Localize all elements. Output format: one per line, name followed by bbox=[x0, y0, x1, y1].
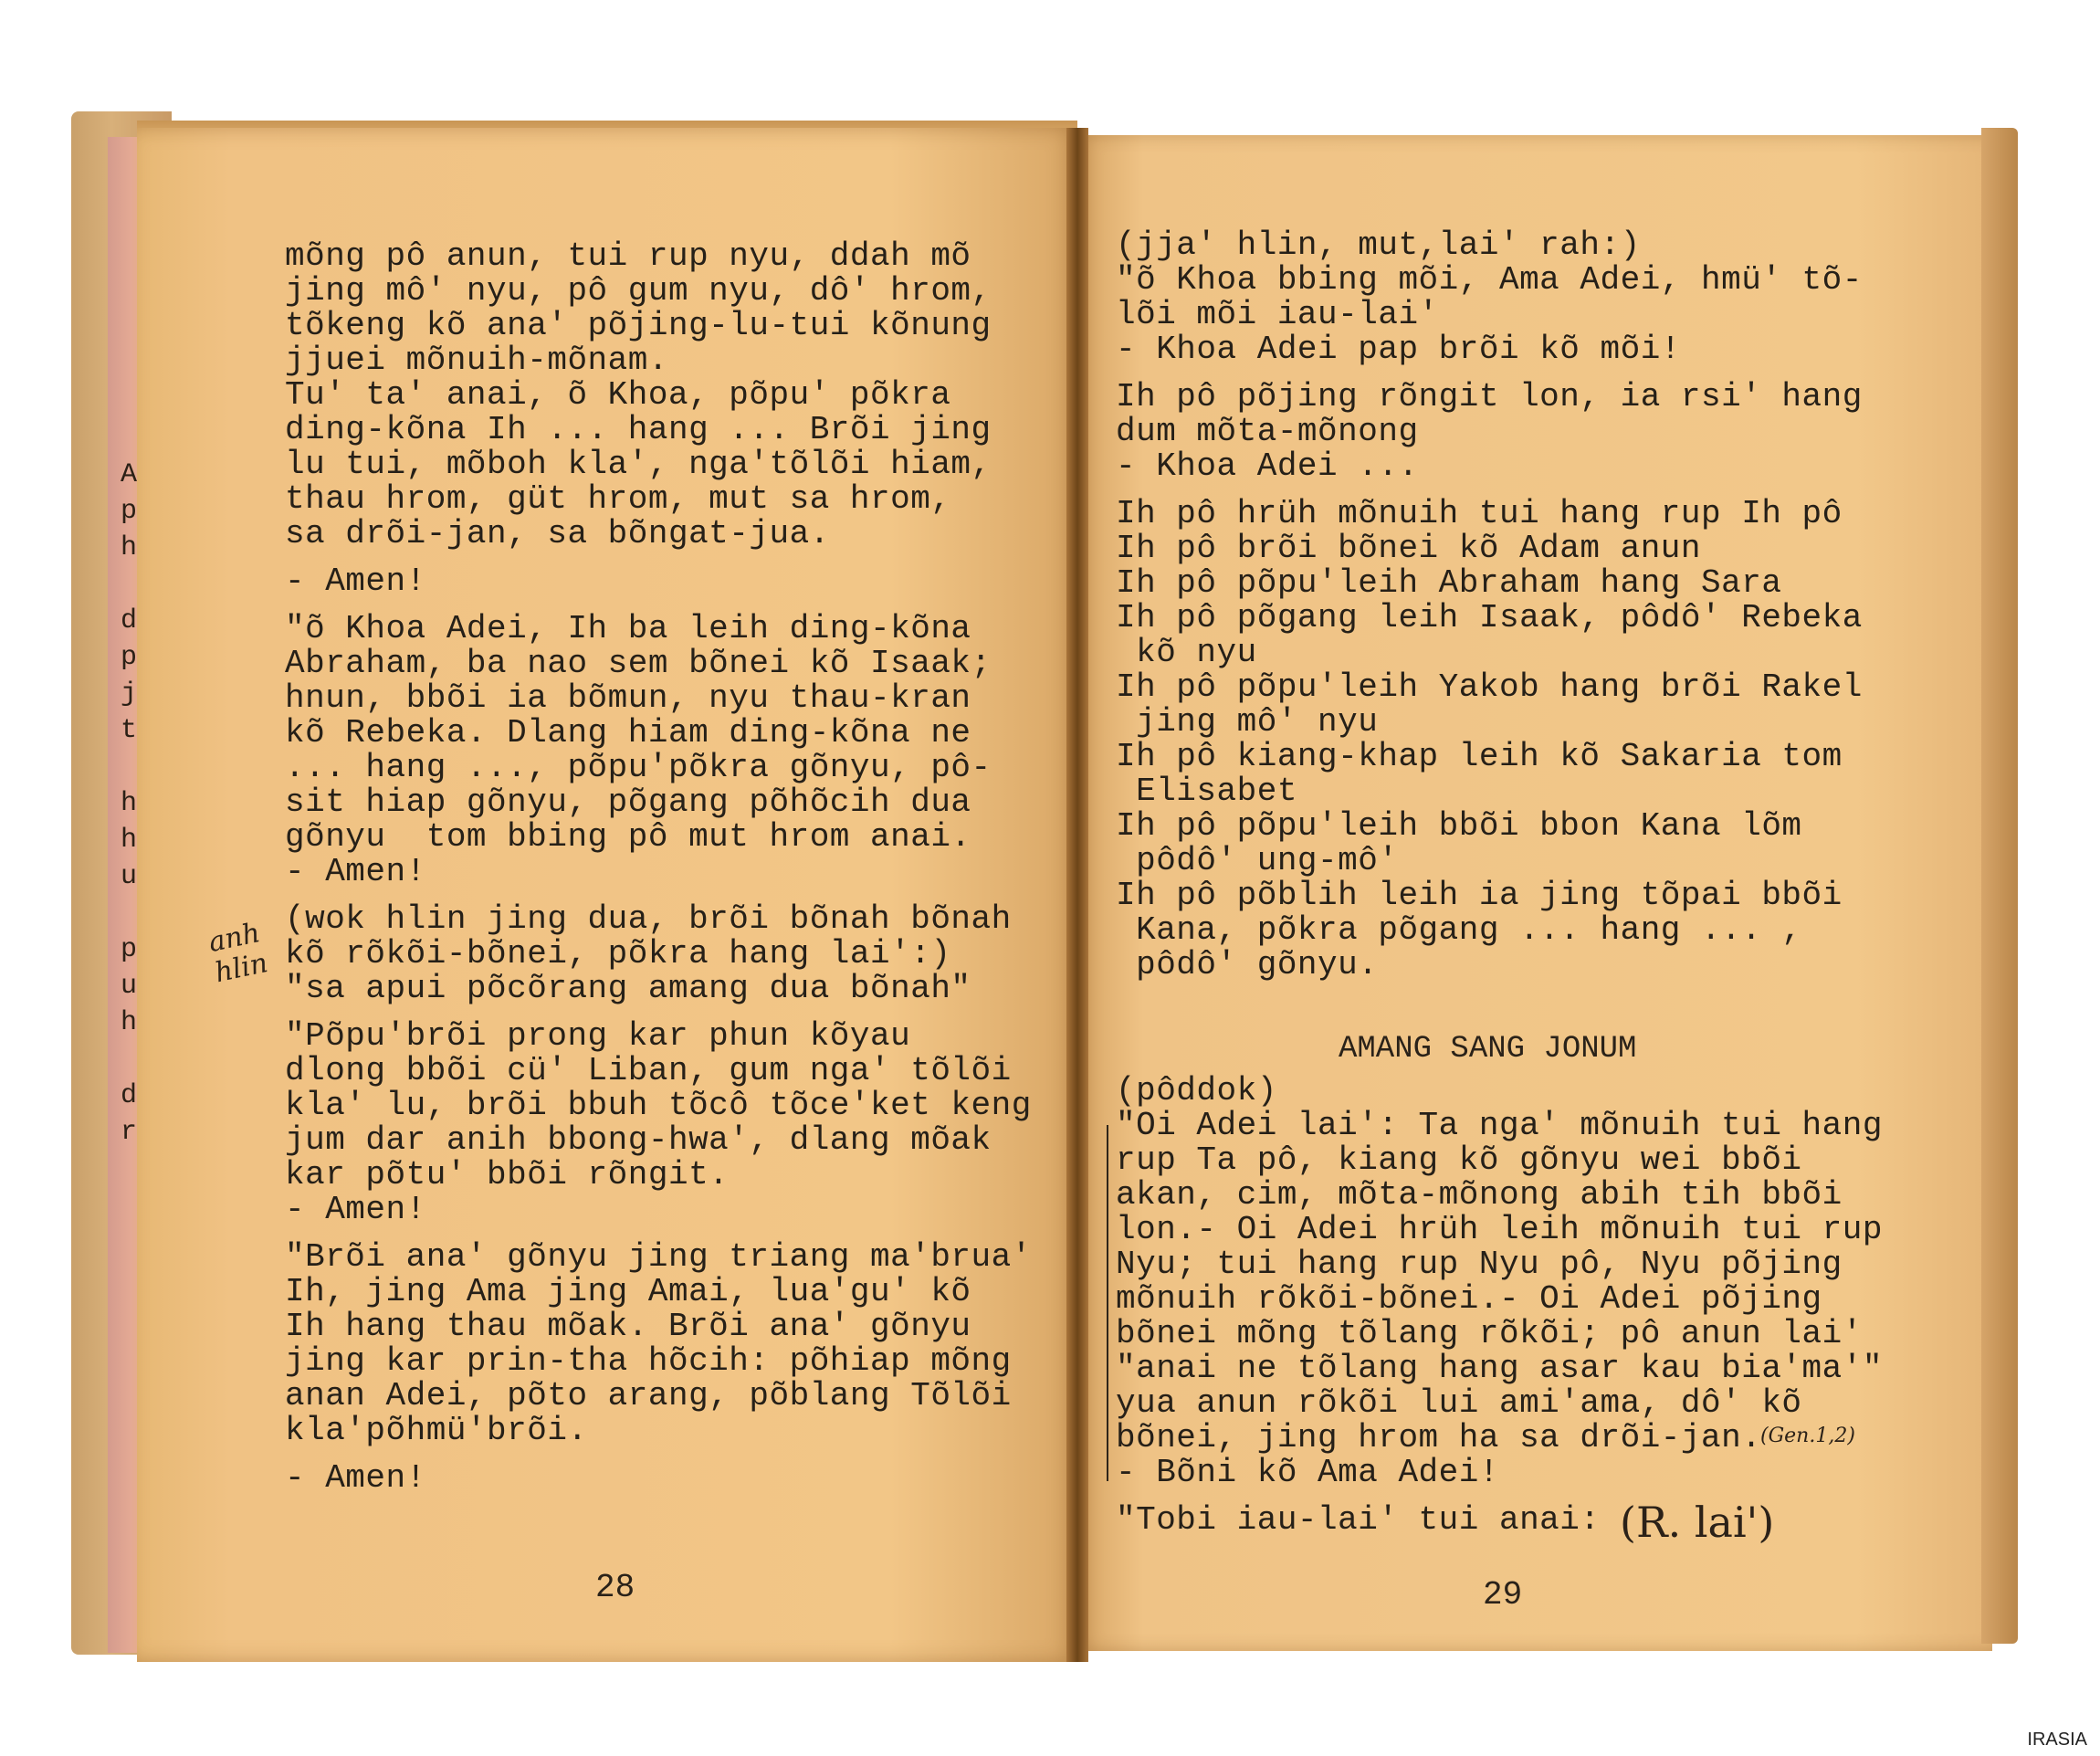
underlying-page-text: A p h d p j t h h u p u h d r bbox=[121, 459, 138, 1148]
text-line: Ih pô põpu'leih Yakob hang brõi Rakel bbox=[1116, 668, 1863, 706]
text-line: "õ Khoa bbing mõi, Ama Adei, hmü' tõ- bbox=[1116, 261, 1863, 299]
text-line: "Põpu'brõi prong kar phun kõyau bbox=[285, 1017, 911, 1055]
text-line: - Amen! bbox=[285, 1459, 426, 1497]
text-line: Ih pô põblih leih ia jing tõpai bbõi bbox=[1116, 877, 1843, 914]
text-line: kõ Rebeka. Dlang hiam ding-kõna ne bbox=[285, 714, 971, 752]
text-line: kõ nyu bbox=[1116, 634, 1257, 671]
text-line: Ih pô põgang leih Isaak, pôdô' Rebeka bbox=[1116, 599, 1863, 636]
text-line: yua anun rõkõi lui ami'ama, dô' kõ bbox=[1116, 1384, 1802, 1422]
text-line: lon.- Oi Adei hrüh leih mõnuih tui rup bbox=[1116, 1211, 1883, 1248]
text-line: bõnei, jing hrom ha sa drõi-jan. bbox=[1116, 1419, 1762, 1456]
book-gutter bbox=[1066, 128, 1088, 1662]
text-line: akan, cim, mõta-mõnong abih tih bbõi bbox=[1116, 1176, 1843, 1214]
text-line: Ih pô põpu'leih Abraham hang Sara bbox=[1116, 564, 1782, 602]
text-line: jum dar anih bbong-hwa', dlang mõak bbox=[285, 1121, 992, 1159]
text-line: Elisabet bbox=[1116, 773, 1297, 810]
text-line: Ih pô põpu'leih bbõi bbon Kana lõm bbox=[1116, 807, 1802, 845]
text-line: Ih hang thau mõak. Brõi ana' gõnyu bbox=[285, 1308, 971, 1345]
margin-handwriting: anh hlin bbox=[205, 917, 271, 990]
text-line: "Brõi ana' gõnyu jing triang ma'brua' bbox=[285, 1238, 1032, 1276]
right-page-number: 29 bbox=[1483, 1576, 1523, 1614]
text-line: - Bõni kõ Ama Adei! bbox=[1116, 1454, 1499, 1491]
text-line: tõkeng kõ ana' põjing-lu-tui kõnung bbox=[285, 307, 992, 344]
text-line: Ih pô brõi bõnei kõ Adam anun bbox=[1116, 530, 1702, 567]
reference-handwriting: (R. lai') bbox=[1620, 1498, 1775, 1547]
text-line: Ih pô hrüh mõnuih tui hang rup Ih pô bbox=[1116, 495, 1843, 532]
text-line: pôdô' ung-mô' bbox=[1116, 842, 1399, 879]
text-line: ... hang ..., põpu'põkra gõnyu, pô- bbox=[285, 749, 992, 786]
text-line: mõnuih rõkõi-bõnei.- Oi Adei põjing bbox=[1116, 1280, 1822, 1318]
text-line: (wok hlin jing dua, brõi bõnah bõnah bbox=[285, 900, 1012, 938]
text-line: ding-kõna Ih ... hang ... Brõi jing bbox=[285, 411, 992, 448]
text-line: (pôddok) bbox=[1116, 1072, 1277, 1109]
text-line: bõnei mõng tõlang rõkõi; pô anun lai' bbox=[1116, 1315, 1863, 1352]
text-line: - Amen! bbox=[285, 853, 426, 890]
text-line: Ih, jing Ama jing Amai, lua'gu' kõ bbox=[285, 1273, 971, 1310]
text-line: "Tobi iau-lai' tui anai: bbox=[1116, 1501, 1601, 1539]
text-line: gõnyu tom bbing pô mut hrom anai. bbox=[285, 818, 971, 856]
margin-bracket bbox=[1107, 1125, 1108, 1481]
text-line: "sa apui põcõrang amang dua bõnah" bbox=[285, 970, 971, 1007]
text-line: "õ Khoa Adei, Ih ba leih ding-kõna bbox=[285, 610, 971, 647]
right-page-edge bbox=[1981, 128, 2018, 1644]
text-line: - Khoa Adei pap brõi kõ mõi! bbox=[1116, 331, 1681, 368]
citation-handwriting: (Gen.1,2) bbox=[1760, 1425, 1855, 1447]
left-page-text bbox=[285, 239, 1032, 1496]
text-line: "Oi Adei lai': Ta nga' mõnuih tui hang bbox=[1116, 1107, 1883, 1144]
text-line: kla' lu, brõi bbuh tõcô tõce'ket keng bbox=[285, 1087, 1032, 1124]
text-line: lu tui, mõboh kla', nga'tõlõi hiam, bbox=[285, 446, 992, 483]
text-line: mõng pô anun, tui rup nyu, ddah mõ bbox=[285, 237, 971, 275]
text-line: lõi mõi iau-lai' bbox=[1116, 296, 1439, 333]
left-page-number: 28 bbox=[595, 1569, 635, 1606]
text-line: Kana, põkra põgang ... hang ... , bbox=[1116, 911, 1802, 949]
text-line: - Khoa Adei ... bbox=[1116, 447, 1419, 485]
right-page-text bbox=[1116, 228, 1863, 983]
text-line: jing kar prin-tha hõcih: põhiap mõng bbox=[285, 1342, 1012, 1380]
text-line: hnun, bbõi ia bõmun, nyu thau-kran bbox=[285, 679, 971, 717]
text-line: dlong bbõi cü' Liban, gum nga' tõlõi bbox=[285, 1052, 1012, 1089]
text-line: (jja' hlin, mut,lai' rah:) bbox=[1116, 226, 1641, 264]
watermark: IRASIA bbox=[2027, 1730, 2087, 1750]
text-line: kar põtu' bbõi rõngit. bbox=[285, 1156, 730, 1193]
text-line: sit hiap gõnyu, põgang põhõcih dua bbox=[285, 783, 971, 821]
text-line: sa drõi-jan, sa bõngat-jua. bbox=[285, 515, 830, 552]
text-line: Ih pô põjing rõngit lon, ia rsi' hang bbox=[1116, 378, 1863, 415]
text-line: Ih pô kiang-khap leih kõ Sakaria tom bbox=[1116, 738, 1843, 775]
text-line: jjuei mõnuih-mõnam. bbox=[285, 342, 668, 379]
text-line: jing mô' nyu, pô gum nyu, dô' hrom, bbox=[285, 272, 992, 310]
text-line: pôdô' gõnyu. bbox=[1116, 946, 1379, 983]
text-line: "anai ne tõlang hang asar kau bia'ma'" bbox=[1116, 1350, 1883, 1387]
text-line: rup Ta pô, kiang kõ gõnyu wei bbõi bbox=[1116, 1141, 1802, 1179]
section-text bbox=[1116, 1074, 1883, 1538]
text-line: - Amen! bbox=[285, 563, 426, 600]
text-line: Abraham, ba nao sem bõnei kõ Isaak; bbox=[285, 645, 992, 682]
text-line: Tu' ta' anai, õ Khoa, põpu' põkra bbox=[285, 376, 951, 414]
text-line: thau hrom, güt hrom, mut sa hrom, bbox=[285, 480, 951, 518]
text-line: dum mõta-mõnong bbox=[1116, 413, 1419, 450]
text-line: kla'põhmü'brõi. bbox=[285, 1412, 588, 1449]
text-line: Nyu; tui hang rup Nyu pô, Nyu põjing bbox=[1116, 1246, 1843, 1283]
section-heading: AMANG SANG JONUM bbox=[1339, 1032, 1637, 1067]
text-line: - Amen! bbox=[285, 1191, 426, 1228]
text-line: jing mô' nyu bbox=[1116, 703, 1379, 741]
text-line: kõ rõkõi-bõnei, põkra hang lai':) bbox=[285, 935, 951, 973]
text-line: anan Adei, põto arang, põblang Tõlõi bbox=[285, 1377, 1012, 1414]
